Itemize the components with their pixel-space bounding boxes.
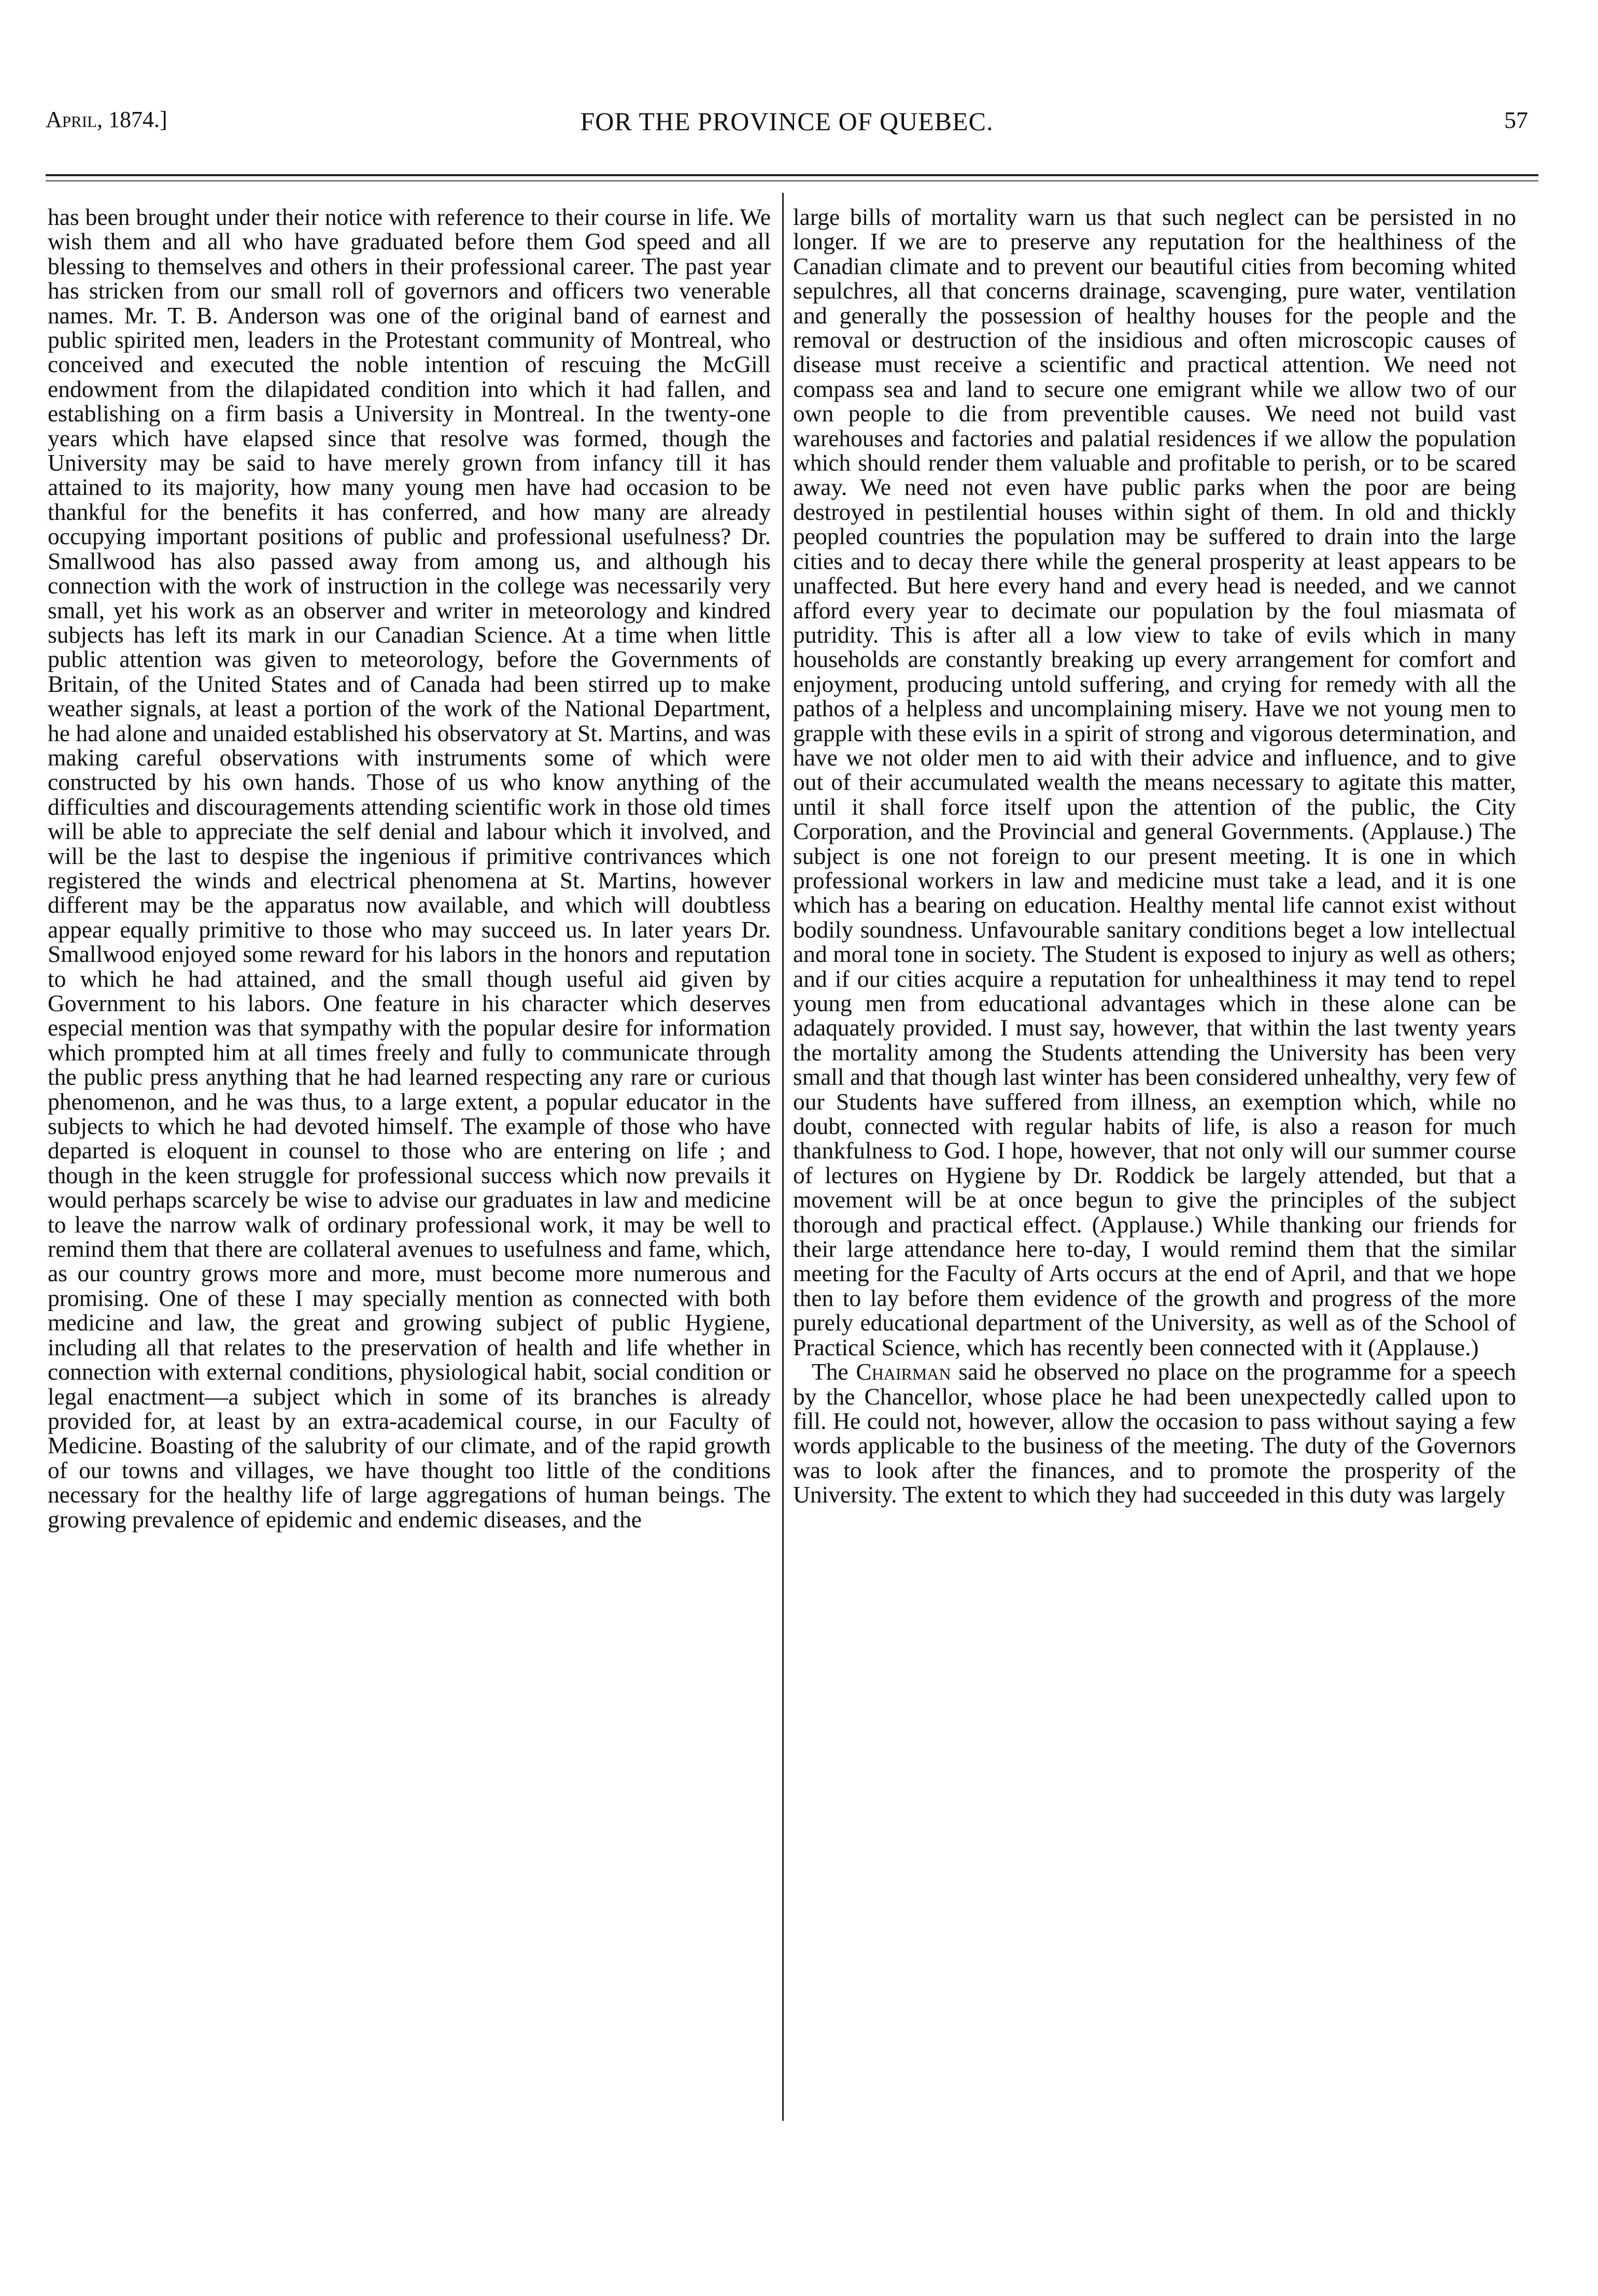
chairman-article: The bbox=[812, 1358, 856, 1385]
issue-year: 1874.] bbox=[102, 107, 167, 132]
right-column-paragraph: large bills of mortality warn us that such neglect can be persisted in no longer. If we are to preserve any reputation for the healthiness of the Canadian climate and to prevent our beautiful cities from becoming whited sepulchres, all that concerns drainage, scavenging, pure water, ventilation and generally the possession of healthy houses for the people and the removal or destruction of the insidious and often microscopic causes of disease must receive a scientific and practical attention. We need not compass sea and land to secure one emigrant while we allow two of our own people to die from preventible causes. We need not build vast warehouses and factories and palatial residences if we allow the population which should render them valuable and profitable to perish, or to be scared away. We need not even have public parks when the poor are being destroyed in pestilential houses within sight of them. In old and thickly peopled countries the population may be suffered to drain into the large cities and to decay there while the general prosperity at least appears to be unaffected. But here every hand and every head is needed, and we cannot afford every year to decimate our population by the foul miasmata of putridity. This is after all a low view to take of evils which in many households are constantly breaking up every arrangement for comfort and enjoyment, producing untold suffering, and crying for remedy with all the pathos of a helpless and uncomplaining misery. Have we not young men to grapple with these evils in a spirit of strong and vigorous determination, and have we not older men to aid with their advice and influence, and to give out of their accumulated wealth the means necessary to agitate this matter, until it shall force itself upon the attention of the public, the City Corporation, and the Provincial and general Governments. (Applause.) The subject is one not foreign to our present meeting. It is one in which professional workers in law and medicine must take a lead, and it is one which has a bearing on education. Healthy mental life cannot exist without bodily soundness. Unfavourable sanitary conditions beget a low intellectual and moral tone in society. The Student is exposed to injury as well as others; and if our cities acquire a reputation for unhealthiness it may tend to repel young men from educational advantages which in these alone can be adaquately provided. I must say, however, that within the last twenty years the mortality among the Students attending the University has been very small and that though last winter has been considered unhealthy, very few of our Students have suffered from illness, an exemption which, while no doubt, connected with regular habits of life, is also a reason for much thankfulness to God. I hope, however, that not only will our summer course of lectures on Hygiene by Dr. Roddick be largely attended, but that a movement will be at once begun to give the principles of the subject thorough and practical effect. (Applause.) While thanking our friends for their large attendance here to-day, I would remind them that the similar meeting for the Faculty of Arts occurs at the end of April, and that we hope then to lay before them evidence of the growth and progress of the more purely educational department of the University, as well as of the School of Practical Science, which has recently been connected with it (Applause.) bbox=[793, 204, 1516, 1360]
left-column bbox=[48, 205, 771, 1532]
page-title: FOR THE PROVINCE OF QUEBEC. bbox=[580, 107, 994, 136]
page-number: 57 bbox=[1504, 107, 1528, 133]
chairman-text: said he observed no place on the programme for a speech by the Chancellor, whose place he had been unexpectedly called upon to fill. He could not, however, allow the occasion to pass without saying a few words applicable to the business of the meeting. The duty of the Governors was to look after the finances, and to promote the prosperity of the University. The extent to which they had succeeded in this duty was largely bbox=[793, 1358, 1516, 1508]
header-rule-thin bbox=[46, 180, 1538, 181]
issue-month: April, bbox=[46, 107, 103, 132]
column-divider bbox=[782, 193, 784, 2121]
running-head bbox=[46, 106, 1528, 137]
right-column bbox=[793, 205, 1516, 1507]
header-rule bbox=[46, 174, 1538, 176]
chairman-speaker: Chairman bbox=[856, 1358, 951, 1385]
left-column-paragraph: has been brought under their notice with reference to their course in life. We wish them and all who have graduated before them God speed and all blessing to themselves and others in their professional career. The past year has stricken from our small roll of governors and officers two venerable names. Mr. T. B. Anderson was one of the original band of earnest and public spirited men, leaders in the Protestant community of Montreal, who conceived and executed the noble intention of rescuing the McGill endowment from the dilapidated condition into which it had fallen, and establishing on a firm basis a University in Montreal. In the twenty-one years which have elapsed since that resolve was formed, though the University may be said to have merely grown from infancy till it has attained to its majority, how many young men have had occasion to be thankful for the benefits it has conferred, and how many are already occupying important positions of public and professional usefulness? Dr. Smallwood has also passed away from among us, and although his connection with the work of instruction in the college was necessarily very small, yet his work as an observer and writer in meteorology and kindred subjects has left its mark in our Canadian Science. At a time when little public attention was given to meteorology, before the Governments of Britain, of the United States and of Canada had been stirred up to make weather signals, at least a portion of the work of the National Department, he had alone and unaided established his observatory at St. Martins, and was making careful observations with instruments some of which were constructed by his own hands. Those of us who know anything of the difficulties and discouragements attending scientific work in those old times will be able to appreciate the self denial and labour which it involved, and will be the last to despise the ingenious if primitive contrivances which registered the winds and electrical phenomena at St. Martins, however different may be the apparatus now available, and which will doubtless appear equally primitive to those who may succeed us. In later years Dr. Smallwood enjoyed some reward for his labors in the honors and reputation to which he had attained, and the small though useful aid given by Government to his labors. One feature in his character which deserves especial mention was that sympathy with the popular desire for information which prompted him at all times freely and fully to communicate through the public press anything that he had learned respecting any rare or curious phenomenon, and he was thus, to a large extent, a popular educator in the subjects to which he had devoted himself. The example of those who have departed is eloquent in counsel to those who are entering on life ; and though in the keen struggle for professional success which now prevails it would perhaps scarcely be wise to advise our graduates in law and medicine to leave the narrow walk of ordinary professional work, it may be well to remind them that there are collateral avenues to usefulness and fame, which, as our country grows more and more, must become more numerous and promising. One of these I may specially mention as connected with both medicine and law, the great and growing subject of public Hygiene, including all that relates to the preservation of health and life whether in connection with external conditions, physiological habit, social condition or legal enactment—a subject which in some of its branches is already provided for, at least by an extra-academical course, in our Faculty of Medicine. Boasting of the salubrity of our climate, and of the rapid growth of our towns and villages, we have thought too little of the conditions necessary for the healthy life of large aggregations of human beings. The growing prevalence of epidemic and endemic diseases, and the bbox=[48, 204, 771, 1533]
chairman-paragraph bbox=[793, 1359, 1516, 1507]
